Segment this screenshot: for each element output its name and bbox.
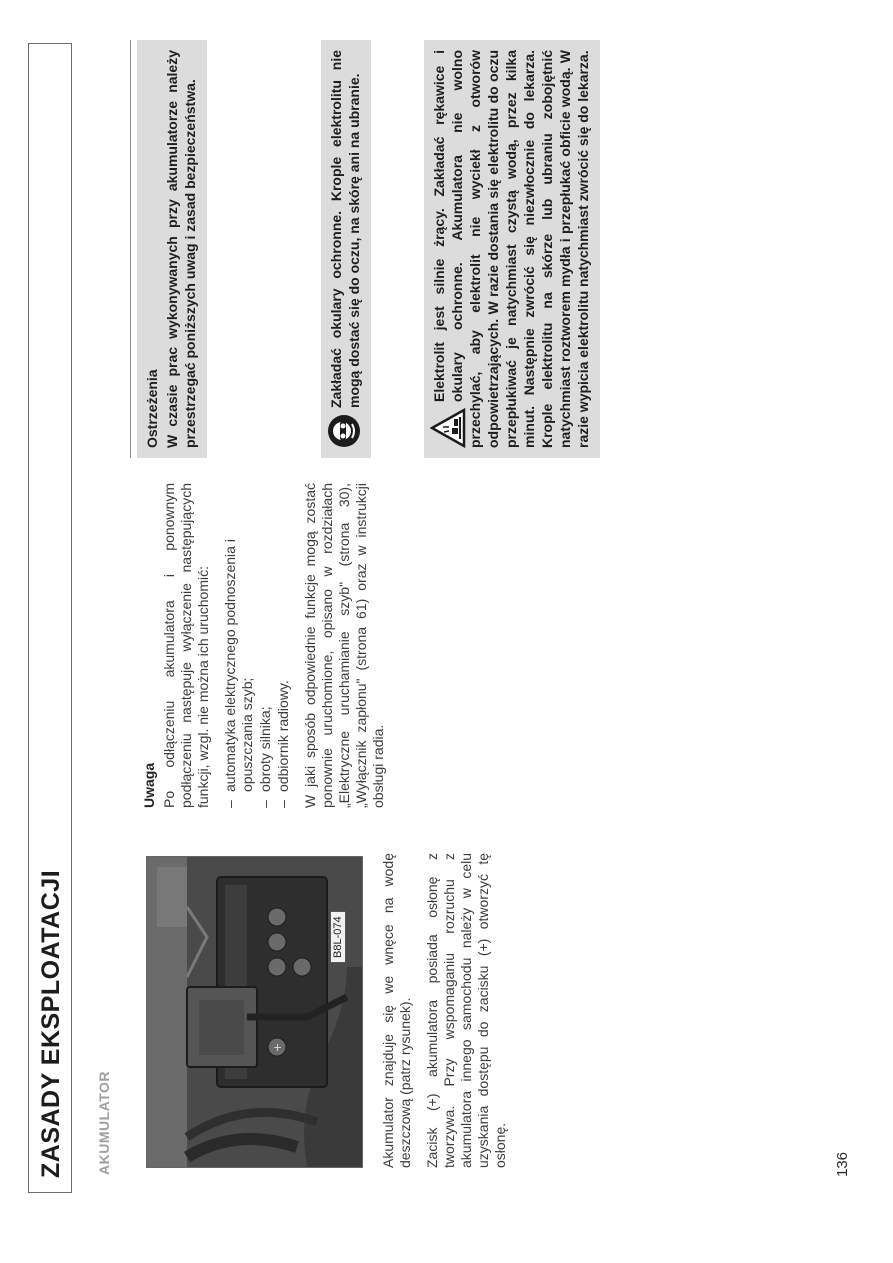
- title-box: [28, 43, 72, 1193]
- note-column: [141, 483, 397, 808]
- battery-location-paragraph: Akumulator znajduje się we wnęce na wodę deszczową (patrz rysunek).: [380, 853, 413, 1168]
- corrosive-warning-icon: [430, 408, 466, 448]
- terminal-cover-paragraph: Zacisk (+) akumulatora posiada osłonę z tworzywa. Przy wspomaganiu rozruchu z akumulatora innego samochodu należy w celu uzyskania dostępu do zacisku (+) otworzyć tę osłonę.: [424, 853, 508, 1168]
- battery-photo: [146, 856, 363, 1168]
- goggles-warning-text: Zakładać okulary ochronne. Krople elektrolitu nie mogą dostać się do oczu, na skórę ani na ubranie.: [328, 50, 362, 408]
- note-intro: Po odłączeniu akumulatora i ponownym podłączeniu następuje wyłączenie następujących funkcji, wzgl. nie można ich uruchomić:: [161, 483, 211, 808]
- goggles-warning-box: [321, 40, 371, 458]
- column-divider: [130, 40, 131, 458]
- page-number: 136: [834, 1151, 851, 1177]
- warnings-intro: W czasie prac wykonywanych przy akumulatorze należy przestrzegać poniższych uwag i zasad bezpieczeństwa.: [164, 50, 198, 448]
- list-item: – odbiornik radiowy.: [275, 483, 292, 808]
- svg-text:+: +: [271, 1042, 284, 1052]
- list-item: – obroty silnika;: [257, 483, 274, 808]
- warnings-heading: Ostrzeżenia: [144, 369, 160, 448]
- electrolyte-warning-text: Elektrolit jest silnie żrący. Zakładać rękawice i okulary ochronne. Akumulatora nie wolno przechylać, aby elektrolit nie wyciekł z otworów odpowietrzających. W razie dostania się elektrolitu do oczu przepłukiwać je natychmiast czystą wodą, przez kilka minut. Następnie zwrócić się niezwłocznie do lekarza. Krople elektrolitu na skórze lub ubraniu zobojętnić natychmiast roztworem mydła i przepłukać obficie wodą. W razie wypicia elektrolitu natychmiast zwrócić się do lekarza.: [431, 50, 591, 448]
- warnings-intro-box: [137, 40, 207, 458]
- note-list: [222, 483, 292, 808]
- left-column: [380, 853, 519, 1168]
- list-item: – automatyka elektrycznego podnoszenia i opuszczania szyb;: [222, 483, 256, 808]
- safety-goggles-icon: [327, 414, 361, 448]
- note-title: Uwaga: [141, 762, 157, 808]
- battery-illustration: [147, 857, 362, 1167]
- note-outro: W jaki sposób odpowiednie funkcje mogą zostać ponownie uruchomione, opisano w rozdziałach „Elektryczne uruchamianie szyb" (strona 30), „Wyłącznik zapłonu" (strona 61) oraz w instrukcji obsługi radia.: [302, 483, 386, 808]
- figure-code: B8L-074: [330, 911, 346, 963]
- section-label: AKUMULATOR: [96, 1070, 112, 1175]
- electrolyte-warning-box: [424, 40, 600, 458]
- page-title: ZASADY EKSPLOATACJI: [37, 869, 65, 1178]
